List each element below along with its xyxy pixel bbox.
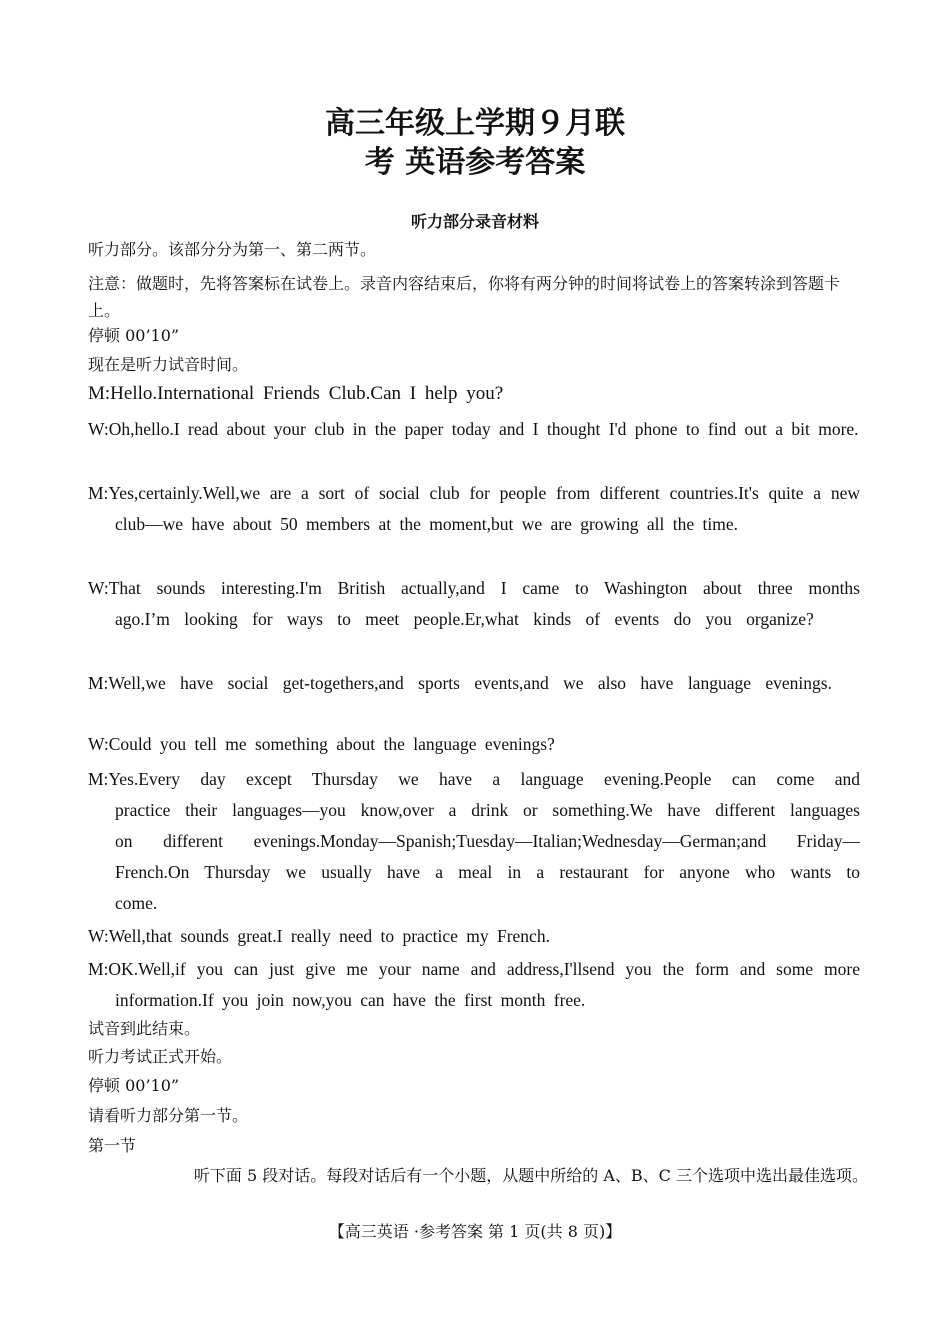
- dialogue-line: M:Yes.Every day except Thursday we have a language evening.People can come and practice their languages—you know,over a drink or something.We have different languages on different evenings.Monday—Spanish;Tuesday—Italian;Wednesday—German;and Friday—French.On Thursday we usually have a meal in a restaurant for anyone who wants to come.: [88, 769, 860, 913]
- section-instruction: 听下面 5 段对话。每段对话后有一个小题，从题中所给的 A、B、C 三个选项中选出最佳选项。: [193, 1166, 868, 1185]
- dialogue-line: M:Yes,certainly.Well,we are a sort of social club for people from different countries.It's quite a new club—we have about 50 members at the moment,but we are growing all the time.: [88, 483, 860, 534]
- dialogue-line: W:Well,that sounds great.I really need to practice my French.: [88, 926, 550, 946]
- dialogue-line: M:OK.Well,if you can just give me your name and address,I'llsend you the form and some more information.If you join now,you can have the first month free.: [88, 959, 860, 1010]
- outro-paragraph: 请看听力部分第一节。: [88, 1106, 249, 1125]
- dialogue-line: M:Well,we have social get-togethers,and sports events,and we also have language evenings.: [88, 673, 832, 693]
- pause-note: 停顿 00’10”: [88, 1076, 180, 1095]
- intro-paragraph: 听力部分。该部分分为第一、第二两节。: [88, 240, 377, 259]
- document-title-line-2: 考 英语参考答案: [364, 145, 586, 180]
- outro-paragraph: 试音到此结束。: [88, 1019, 201, 1038]
- dialogue-line: W:Oh,hello.I read about your club in the paper today and I thought I'd phone to find out a bit more.: [88, 419, 859, 439]
- intro-paragraph: 注意：做题时，先将答案标在试卷上。录音内容结束后，你将有两分钟的时间将试卷上的答案转涂到答题卡上。: [88, 274, 841, 320]
- dialogue-line: W:Could you tell me something about the language evenings?: [88, 734, 555, 754]
- section-heading: 听力部分录音材料: [410, 212, 539, 231]
- outro-paragraph: 听力考试正式开始。: [88, 1047, 233, 1066]
- dialogue-line: W:That sounds interesting.I'm British actually,and I came to Washington about three months ago.I’m looking for ways to meet people.Er,what kinds of events do you organize?: [88, 578, 860, 629]
- section-label: 第一节: [88, 1136, 137, 1155]
- dialogue-line: M:Hello.International Friends Club.Can I help you?: [88, 383, 504, 404]
- document-title-line-1: 高三年级上学期９月联: [325, 106, 625, 141]
- intro-paragraph: 现在是听力试音时间。: [88, 355, 249, 374]
- page-footer: 【高三英语 ·参考答案 第 1 页(共 8 页)】: [328, 1222, 622, 1241]
- pause-note: 停顿 00’10”: [88, 326, 180, 345]
